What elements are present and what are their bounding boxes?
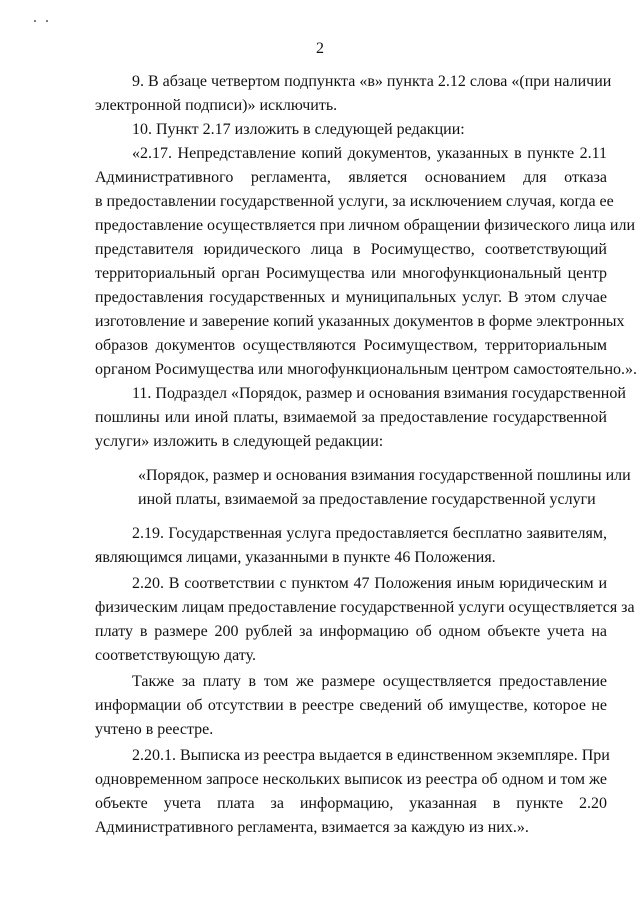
text-line: плату в размере 200 рублей за информацию об одном объекте учета на	[95, 623, 607, 640]
scan-artifact	[34, 20, 36, 22]
text-line: территориальный орган Росимущества или многофункциональный центр	[95, 265, 607, 282]
scan-artifact	[46, 20, 48, 22]
text-line: Административного регламента, взимается за каждую из них.».	[95, 819, 529, 836]
text-line: пошлины или иной платы, взимаемой за предоставление государственной	[95, 409, 607, 426]
text-line: Также за плату в том же размере осуществляется предоставление	[132, 673, 607, 690]
text-line: представителя юридического лица в Росимущество, соответствующий	[95, 241, 607, 258]
text-line: Административного регламента, является основанием для отказа	[95, 169, 607, 186]
subsection-heading: иной платы, взимаемой за предоставление государственной услуги	[138, 491, 596, 508]
text-line: учтено в реестре.	[95, 721, 214, 738]
text-line: 9. В абзаце четвертом подпункта «в» пункта 2.12 слова «(при наличии	[132, 73, 612, 90]
text-line: одновременном запросе нескольких выписок из реестра об одном и том же	[95, 771, 607, 788]
text-line: в предоставлении государственной услуги, за исключением случая, когда ее	[95, 193, 614, 210]
text-line: услуги» изложить в следующей редакции:	[95, 433, 384, 450]
text-line: 2.20. В соответствии с пунктом 47 Положения иным юридическим и	[132, 575, 607, 592]
subsection-heading: «Порядок, размер и основания взимания государственной пошлины или	[138, 467, 631, 484]
text-line: образов документов осуществляются Росимуществом, территориальным	[95, 337, 607, 354]
text-line: физическим лицам предоставление государственной услуги осуществляется за	[95, 599, 635, 616]
text-line: предоставления государственных и муниципальных услуг. В этом случае	[95, 289, 607, 306]
text-line: 2.19. Государственная услуга предоставляется бесплатно заявителям,	[132, 525, 607, 542]
text-line: 11. Подраздел «Порядок, размер и основания взимания государственной	[132, 385, 626, 402]
text-line: изготовление и заверение копий указанных документов в форме электронных	[95, 313, 625, 330]
text-line: информации об отсутствии в реестре сведений об имуществе, которое не	[95, 697, 607, 714]
page-number: 2	[316, 40, 324, 57]
text-line: органом Росимущества или многофункциональным центром самостоятельно.».	[95, 361, 638, 378]
text-line: «2.17. Непредставление копий документов, указанных в пункте 2.11	[132, 145, 607, 162]
text-line: соответствующую дату.	[95, 647, 256, 664]
text-line: являющимся лицами, указанными в пункте 46 Положения.	[95, 549, 496, 566]
text-line: электронной подписи)» исключить.	[95, 97, 338, 114]
text-line: 10. Пункт 2.17 изложить в следующей редакции:	[132, 121, 465, 138]
text-line: предоставление осуществляется при личном обращении физического лица или	[95, 217, 636, 234]
text-line: 2.20.1. Выписка из реестра выдается в единственном экземпляре. При	[132, 747, 610, 764]
text-line: объекте учета плата за информацию, указанная в пункте 2.20	[95, 795, 607, 812]
